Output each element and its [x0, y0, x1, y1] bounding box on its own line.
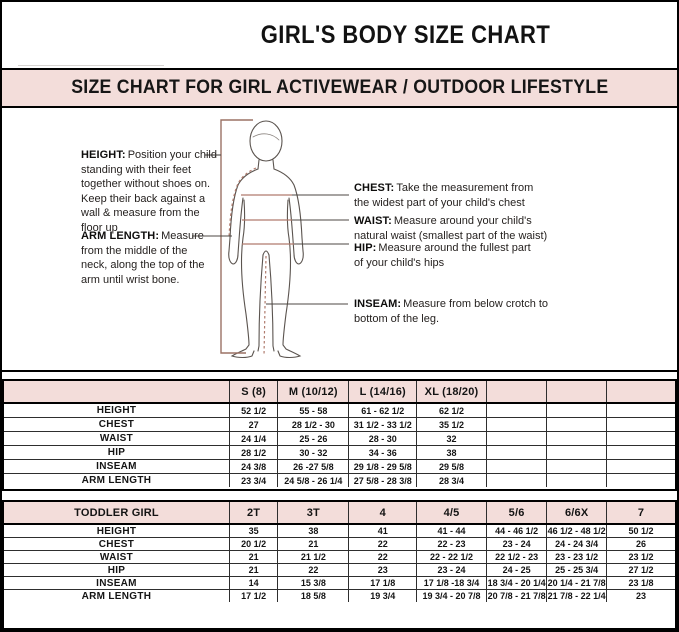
header-row	[4, 502, 675, 524]
table-row	[4, 524, 675, 538]
size-cell: 22 1/2 - 23	[486, 551, 546, 564]
table-row	[4, 432, 675, 446]
size-cell: 25 - 26	[278, 432, 349, 446]
toddler-size-table-wrap	[2, 500, 677, 630]
table-row	[4, 577, 675, 590]
size-cell	[547, 418, 607, 432]
size-cell	[486, 418, 546, 432]
size-cell: 46 1/2 - 48 1/2	[547, 526, 606, 536]
size-cell: 27	[229, 418, 277, 432]
chest-instruction-label: CHEST:	[354, 182, 395, 194]
size-cell: 27 1/2	[607, 564, 675, 577]
size-cell: 21	[229, 551, 277, 564]
height-instruction-text: Position your child standing with their feet together without shoes on. Keep their back against a wall & measure from the floor up	[81, 149, 217, 234]
size-cell: 21 1/2	[278, 551, 349, 564]
size-cell: 62 1/2	[417, 403, 487, 418]
size-cell	[547, 403, 607, 418]
size-cell	[547, 446, 607, 460]
size-cell: 21	[229, 564, 277, 577]
column-header: 3T	[278, 502, 349, 524]
chest-instruction	[354, 181, 544, 210]
category-banner-text: SIZE CHART FOR GIRL ACTIVEWEAR / OUTDOOR LIFESTYLE	[70, 77, 609, 98]
waist-instruction-label: WAIST:	[354, 215, 392, 227]
chest-instruction-text: Take the measurement from the widest part of your child's chest	[354, 182, 534, 209]
size-cell	[486, 460, 546, 474]
size-cell: 22	[278, 564, 349, 577]
faint-gray-line	[18, 65, 164, 66]
size-cell: 17 1/2	[229, 590, 277, 603]
size-cell: 19 3/4 - 20 7/8	[417, 590, 487, 603]
size-cell: 26 -27 5/8	[278, 460, 349, 474]
size-cell: 20 7/8 - 21 7/8	[487, 591, 546, 601]
size-cell: 24 1/4	[229, 432, 277, 446]
size-cell: 22 - 23	[417, 538, 487, 551]
row-label: CHEST	[4, 418, 229, 432]
row-label: HEIGHT	[96, 525, 137, 537]
size-cell: 18 3/4 - 20 1/4	[487, 578, 546, 588]
column-header	[547, 381, 607, 403]
size-cell: 17 1/8 -18 3/4	[417, 577, 487, 590]
column-header: 5/6	[486, 502, 546, 524]
inseam-instruction-label: INSEAM:	[354, 298, 402, 310]
size-cell: 28 1/2 - 30	[278, 418, 349, 432]
size-cell: 23 1/8	[607, 577, 675, 590]
height-instruction	[81, 148, 219, 235]
table-row	[4, 551, 675, 564]
column-header: TODDLER GIRL	[4, 502, 229, 524]
figure-outline	[229, 121, 304, 358]
arm-length-instruction	[81, 229, 209, 287]
table-row	[4, 564, 675, 577]
table-row	[4, 418, 675, 432]
row-label: WAIST	[4, 432, 229, 446]
size-cell: 25 - 25 3/4	[547, 564, 607, 577]
size-cell	[486, 446, 546, 460]
size-cell: 29 1/8 - 29 5/8	[349, 460, 417, 474]
row-label: HIP	[4, 446, 229, 460]
section-gap	[2, 491, 677, 500]
size-cell: 27 5/8 - 28 3/8	[349, 474, 417, 488]
size-cell: 34 - 36	[349, 446, 417, 460]
column-header: S (8)	[229, 381, 277, 403]
size-cell: 28 1/2	[229, 446, 277, 460]
row-label: ARM LENGTH	[4, 474, 229, 488]
arm-length-instruction-text: Measure from the middle of the neck, along the top of the arm until wrist bone.	[81, 230, 205, 286]
size-cell: 41 - 44	[417, 524, 487, 538]
size-cell: 20 1/2	[229, 538, 277, 551]
size-cell: 55 - 58	[278, 403, 349, 418]
size-cell: 23 - 24	[486, 538, 546, 551]
size-cell: 21	[278, 538, 349, 551]
size-cell: 29 5/8	[417, 460, 487, 474]
size-cell: 24 - 24 3/4	[547, 538, 607, 551]
section-gap	[2, 372, 677, 379]
row-label: INSEAM	[4, 460, 229, 474]
size-cell	[607, 446, 675, 460]
size-cell: 31 1/2 - 33 1/2	[349, 418, 417, 432]
size-cell: 24 3/8	[229, 460, 277, 474]
size-cell: 23 - 23 1/2	[547, 551, 607, 564]
inseam-dotted-line	[264, 256, 266, 356]
hip-instruction-text: Measure around the fullest part of your child's hips	[354, 242, 531, 269]
size-cell: 22 - 22 1/2	[417, 551, 487, 564]
size-cell: 15 3/8	[278, 577, 349, 590]
column-header: 6/6X	[547, 502, 607, 524]
size-cell	[607, 432, 675, 446]
row-label: HEIGHT	[96, 405, 137, 416]
size-cell	[486, 474, 546, 488]
size-cell: 38	[278, 524, 349, 538]
size-cell: 24 5/8 - 26 1/4	[278, 474, 349, 488]
column-header: 4	[349, 502, 417, 524]
arm-length-instruction-label: ARM LENGTH:	[81, 230, 160, 242]
size-cell: 35 1/2	[417, 418, 487, 432]
size-cell: 38	[417, 446, 487, 460]
top-left-white-patch	[15, 2, 117, 11]
table-row	[4, 538, 675, 551]
row-label: INSEAM	[4, 577, 229, 590]
row-label: WAIST	[4, 551, 229, 564]
column-header: 7	[607, 502, 675, 524]
column-header	[4, 381, 229, 403]
size-cell	[607, 474, 675, 488]
size-cell: 32	[417, 432, 487, 446]
size-cell: 22	[349, 538, 417, 551]
size-cell: 23	[607, 590, 675, 603]
size-cell: 26	[607, 538, 675, 551]
size-cell	[547, 432, 607, 446]
size-cell: 20 1/4 - 21 7/8	[547, 578, 606, 588]
waist-instruction	[354, 214, 554, 243]
size-cell: 28 3/4	[417, 474, 487, 488]
row-label: HIP	[4, 564, 229, 577]
size-cell: 21 7/8 - 22 1/4	[547, 591, 606, 601]
column-header: 4/5	[417, 502, 487, 524]
size-cell: 23 3/4	[229, 474, 277, 488]
title-bar	[2, 2, 677, 68]
size-cell	[547, 460, 607, 474]
size-cell	[607, 403, 675, 418]
column-header	[607, 381, 675, 403]
inseam-instruction	[354, 297, 549, 326]
size-cell: 23 - 24	[417, 564, 487, 577]
header-row	[4, 381, 675, 403]
size-cell: 50 1/2	[607, 524, 675, 538]
toddler-size-table	[4, 502, 675, 602]
hip-instruction-label: HIP:	[354, 242, 377, 254]
hip-instruction	[354, 241, 539, 270]
height-instruction-label: HEIGHT:	[81, 149, 126, 161]
page-title: GIRL'S BODY SIZE CHART	[260, 20, 551, 49]
inseam-instruction-text: Measure from below crotch to bottom of the leg.	[354, 298, 549, 325]
size-cell: 19 3/4	[349, 590, 417, 603]
category-banner	[2, 68, 677, 108]
measurement-diagram-section	[2, 108, 677, 372]
size-cell	[547, 474, 607, 488]
column-header: M (10/12)	[278, 381, 349, 403]
size-cell: 28 - 30	[349, 432, 417, 446]
column-header: 2T	[229, 502, 277, 524]
size-cell: 41	[349, 524, 417, 538]
size-cell: 23 1/2	[607, 551, 675, 564]
table-row	[4, 474, 675, 488]
size-cell: 18 5/8	[278, 590, 349, 603]
size-cell	[607, 460, 675, 474]
row-label: ARM LENGTH	[4, 590, 229, 603]
size-cell: 35	[229, 524, 277, 538]
size-cell	[486, 432, 546, 446]
size-cell: 14	[229, 577, 277, 590]
size-cell: 22	[349, 551, 417, 564]
row-label: CHEST	[4, 538, 229, 551]
column-header: XL (18/20)	[417, 381, 487, 403]
table-row	[4, 446, 675, 460]
table-row	[4, 460, 675, 474]
girls-size-table	[4, 381, 675, 487]
table-row	[4, 403, 675, 418]
size-cell	[486, 403, 546, 418]
size-cell	[607, 418, 675, 432]
table-row	[4, 590, 675, 603]
size-cell: 17 1/8	[349, 577, 417, 590]
size-cell: 24 - 25	[486, 564, 546, 577]
column-header: L (14/16)	[349, 381, 417, 403]
size-cell: 61 - 62 1/2	[349, 403, 417, 418]
size-cell: 44 - 46 1/2	[486, 524, 546, 538]
size-cell: 52 1/2	[229, 403, 277, 418]
size-cell: 23	[349, 564, 417, 577]
column-header	[486, 381, 546, 403]
girls-size-table-wrap	[2, 379, 677, 491]
size-cell: 30 - 32	[278, 446, 349, 460]
waist-instruction-text: Measure around your child's natural waist (smallest part of the waist)	[354, 215, 548, 242]
